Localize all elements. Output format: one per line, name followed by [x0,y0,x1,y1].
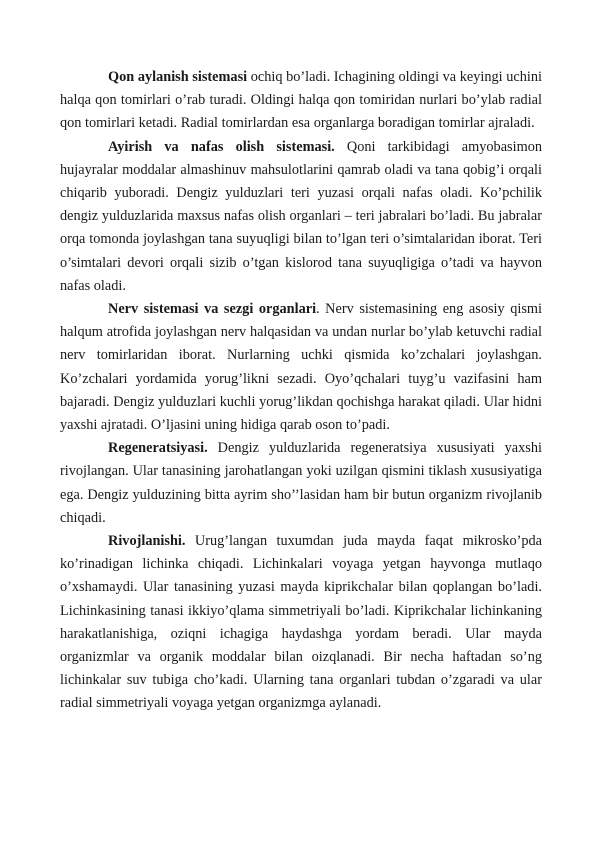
paragraph-text: Urug’langan tuxumdan juda mayda faqat mikrosko’pda ko’rinadigan lichinka chiqadi. Lichinkalari voyaga yetgan hayvonga mutlaqo o’xshamaydi. Ular tanasining yuzasi mayda kiprikchalar bilan qoplangan bo’ladi. Lichinkasining tanasi ikkiyo’qlama simmetriyali bo’ladi. Kiprikchalar lichinkaning harakatlanishiga, oziqni ichagiga haydashga yordam beradi. Ular mayda organizmlar va organik moddalar bilan oizqlanadi. Bir necha haftadan so’ng lichinkalar suv tubiga cho’kadi. Ularning tana organlari tubdan o’zgaradi va ular radial simmetriyali voyaga yetgan organizmga aylanadi. [60,533,542,712]
paragraph-heading: Qon aylanish sistemasi [108,69,248,85]
paragraph-regeneration [60,437,542,530]
document-page [60,66,542,716]
paragraph-heading: Ayirish va nafas olish sistemasi. [108,138,335,155]
paragraph-heading: Regeneratsiyasi. [108,440,208,457]
paragraph-heading: Nerv sistemasi va sezgi organlari [108,301,317,318]
paragraph-nervous-system [60,298,542,437]
paragraph-text: Dengiz yulduzlarida regeneratsiya xususiyati yaxshi rivojlangan. Ular tanasining jarohatlangan yoki uzilgan qismini tiklash xususiyatiga ega. Dengiz yulduzining bitta ayrim sho’’lasidan ham bir butun organizm rivojlanib chiqadi. [60,440,542,526]
paragraph-excretory-respiratory-system [60,136,542,298]
paragraph-circulatory-system [60,66,542,136]
paragraph-text: . Nerv sistemasining eng asosiy qismi halqum atrofida joylashgan nerv halqasidan va undan nurlar bo’ylab ketuvchi radial nerv tomirlaridan iborat. Nurlarning uchki qismida ko’zchalari joylashgan. Ko’zchalari yordamida yorug’likni sezadi. Oyo’qchalari tuyg’u vazifasini ham bajaradi. Dengiz yulduzlari kuchli yorug’likdan qochishga harakat qiladi. Ular hidni yaxshi ajratadi. O’ljasini uning hidiga qarab oson to’padi. [60,301,542,434]
paragraph-heading: Rivojlanishi. [108,533,186,550]
paragraph-text: Qoni tarkibidagi amyobasimon hujayralar moddalar almashinuv mahsulotlarini qamrab oladi va tana qobig’i orqali chiqarib yuboradi. Dengiz yulduzlari teri yuzasi orqali nafas oladi. Ko’pchilik dengiz yulduzlarida maxsus nafas olish organlari – teri jabralari bo’ladi. Bu jabralar orqa tomonda joylashgan tana suyuqligi bilan to’lgan teri o’simtalaridan iborat. Teri o’simtalari devori orqali sizib o’tgan kislorod tana suyuqligiga o’tadi va hayvon nafas oladi. [60,138,542,294]
paragraph-text: ochiq bo’ladi. Ichagining oldingi va keyingi uchini halqa qon tomirlari o’rab turadi. Oldingi halqa qon tomiridan nurlari bo’ylab radial qon tomirlari ketadi. Radial tomirlardan esa organlarga boradigan tomirlar ajraladi. [60,69,542,132]
paragraph-development [60,530,542,716]
